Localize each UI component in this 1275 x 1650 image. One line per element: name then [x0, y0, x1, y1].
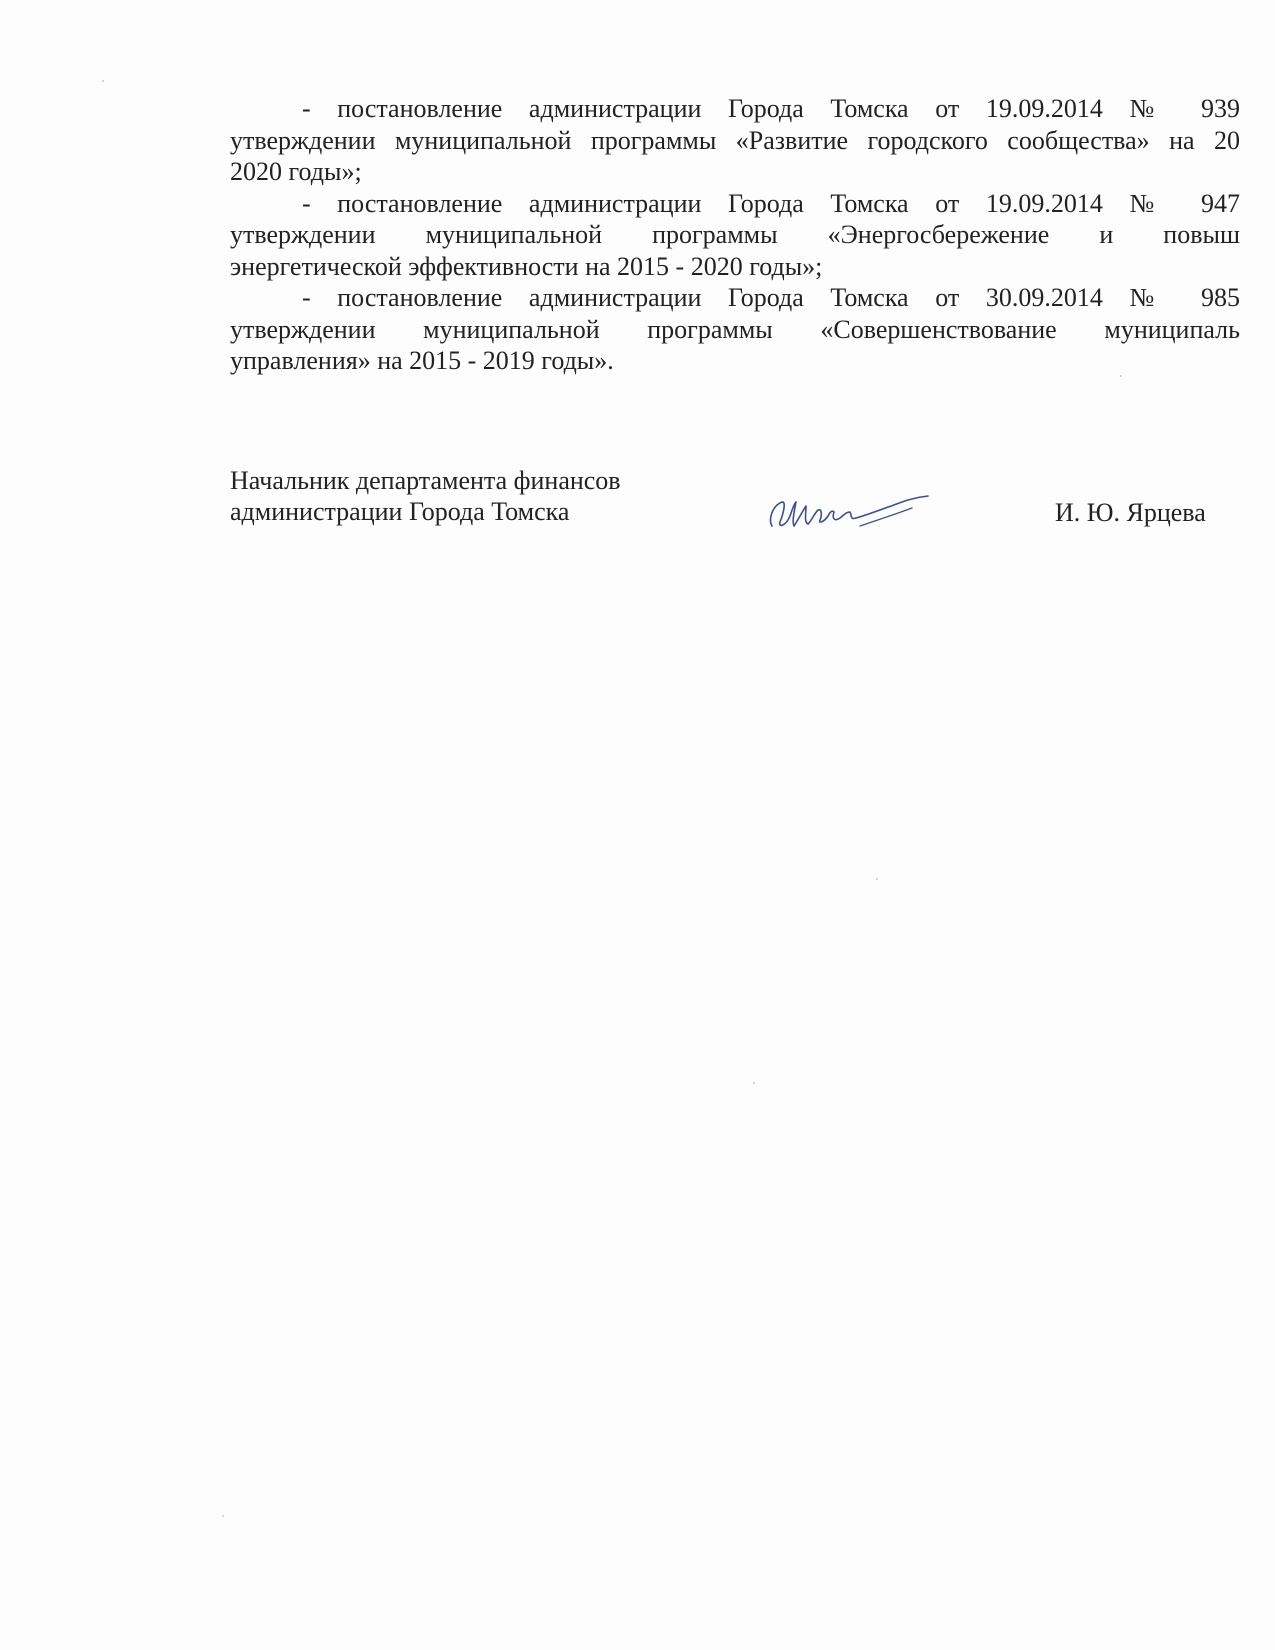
paragraph-line: утверждении муниципальной программы «Энергосбережение и повыш	[230, 220, 1240, 249]
list-item	[230, 188, 1240, 283]
list-item	[230, 93, 1240, 188]
signer-position-line: администрации Города Томска	[230, 497, 570, 526]
paragraph-line: утверждении муниципальной программы «Развитие городского сообщества» на 20	[230, 125, 1240, 155]
paragraph-line: - постановление администрации Города Томска от 19.09.2014 № 939	[302, 94, 1240, 123]
list-item	[230, 282, 1240, 377]
scan-speck	[876, 878, 878, 880]
handwritten-signature	[760, 490, 940, 540]
paragraph-line: энергетической эффективности на 2015 - 2020 годы»;	[230, 251, 823, 281]
scan-speck	[222, 1515, 224, 1517]
signer-name: И. Ю. Ярцева	[1055, 498, 1206, 527]
scan-speck	[102, 80, 104, 82]
paragraph-line: 2020 годы»;	[230, 157, 362, 186]
paragraph-line: - постановление администрации Города Томска от 30.09.2014 № 985	[302, 283, 1240, 312]
scan-speck	[1120, 375, 1122, 377]
document-body	[230, 93, 1240, 377]
signer-position-line: Начальник департамента финансов	[230, 466, 621, 495]
scan-speck	[753, 1082, 755, 1084]
paragraph-line: утверждении муниципальной программы «Совершенствование муниципаль	[230, 314, 1240, 344]
paragraph-line: управления» на 2015 - 2019 годы».	[230, 346, 614, 375]
paragraph-line: - постановление администрации Города Томска от 19.09.2014 № 947	[302, 188, 1240, 218]
signer-position	[230, 465, 621, 527]
